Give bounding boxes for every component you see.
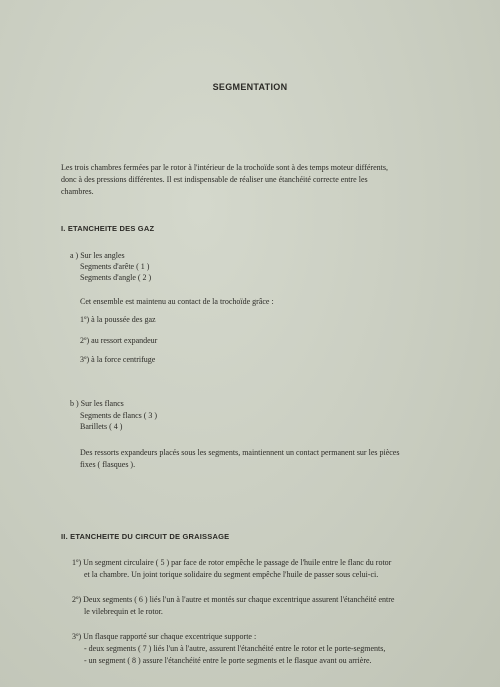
section1-b-title: b ) Sur les flancs [70, 399, 124, 408]
section2-p3-line3: - un segment ( 8 ) assure l'étanchéité entre le porte segments et le flasque avant ou arrière. [84, 656, 372, 665]
section1-springs-line1: Des ressorts expandeurs placés sous les segments, maintiennent un contact permanent sur les pièces [80, 448, 400, 457]
section2-p2-line2: le vilebrequin et le rotor. [84, 607, 163, 616]
page-title: SEGMENTATION [212, 82, 288, 92]
intro-line-3: chambres. [61, 187, 94, 196]
section2-p1-line2: et la chambre. Un joint torique solidaire du segment empêche l'huile de passer sous celui-ci. [84, 570, 379, 579]
section1-springs-line2: fixes ( flasques ). [80, 460, 136, 469]
section1-point3: 3º) à la force centrifuge [80, 355, 156, 364]
section1-b-item2: Barillets ( 4 ) [80, 422, 123, 431]
section1-b-item1: Segments de flancs ( 3 ) [80, 411, 158, 420]
section2-p3-line1: 3º) Un flasque rapporté sur chaque excentrique supporte : [72, 632, 257, 641]
section1-heading: I. ETANCHEITE DES GAZ [61, 224, 155, 233]
section2-p2-line1: 2º) Deux segments ( 6 ) liés l'un à l'autre et montés sur chaque excentrique assurent l'étanchéité entre [72, 595, 395, 604]
section1-contact: Cet ensemble est maintenu au contact de la trochoïde grâce : [80, 297, 274, 306]
section2-heading: II. ETANCHEITE DU CIRCUIT DE GRAISSAGE [61, 532, 230, 541]
section1-a-item2: Segments d'angle ( 2 ) [80, 273, 152, 282]
section1-point2: 2º) au ressort expandeur [80, 336, 158, 345]
section2-p1-line1: 1º) Un segment circulaire ( 5 ) par face de rotor empêche le passage de l'huile entre le flanc du rotor [72, 558, 392, 567]
section1-a-item1: Segments d'arête ( 1 ) [80, 262, 150, 271]
section1-point1: 1º) à la poussée des gaz [80, 315, 156, 324]
intro-line-1: Les trois chambres fermées par le rotor à l'intérieur de la trochoïde sont à des temps moteur différents, [61, 163, 388, 172]
intro-line-2: donc à des pressions différentes. Il est indispensable de réaliser une étanchéité correcte entre les [61, 175, 368, 184]
section1-a-title: a ) Sur les angles [70, 251, 125, 260]
section2-p3-line2: - deux segments ( 7 ) liés l'un à l'autre, assurent l'étanchéité entre le rotor et le porte-segments, [84, 644, 386, 653]
